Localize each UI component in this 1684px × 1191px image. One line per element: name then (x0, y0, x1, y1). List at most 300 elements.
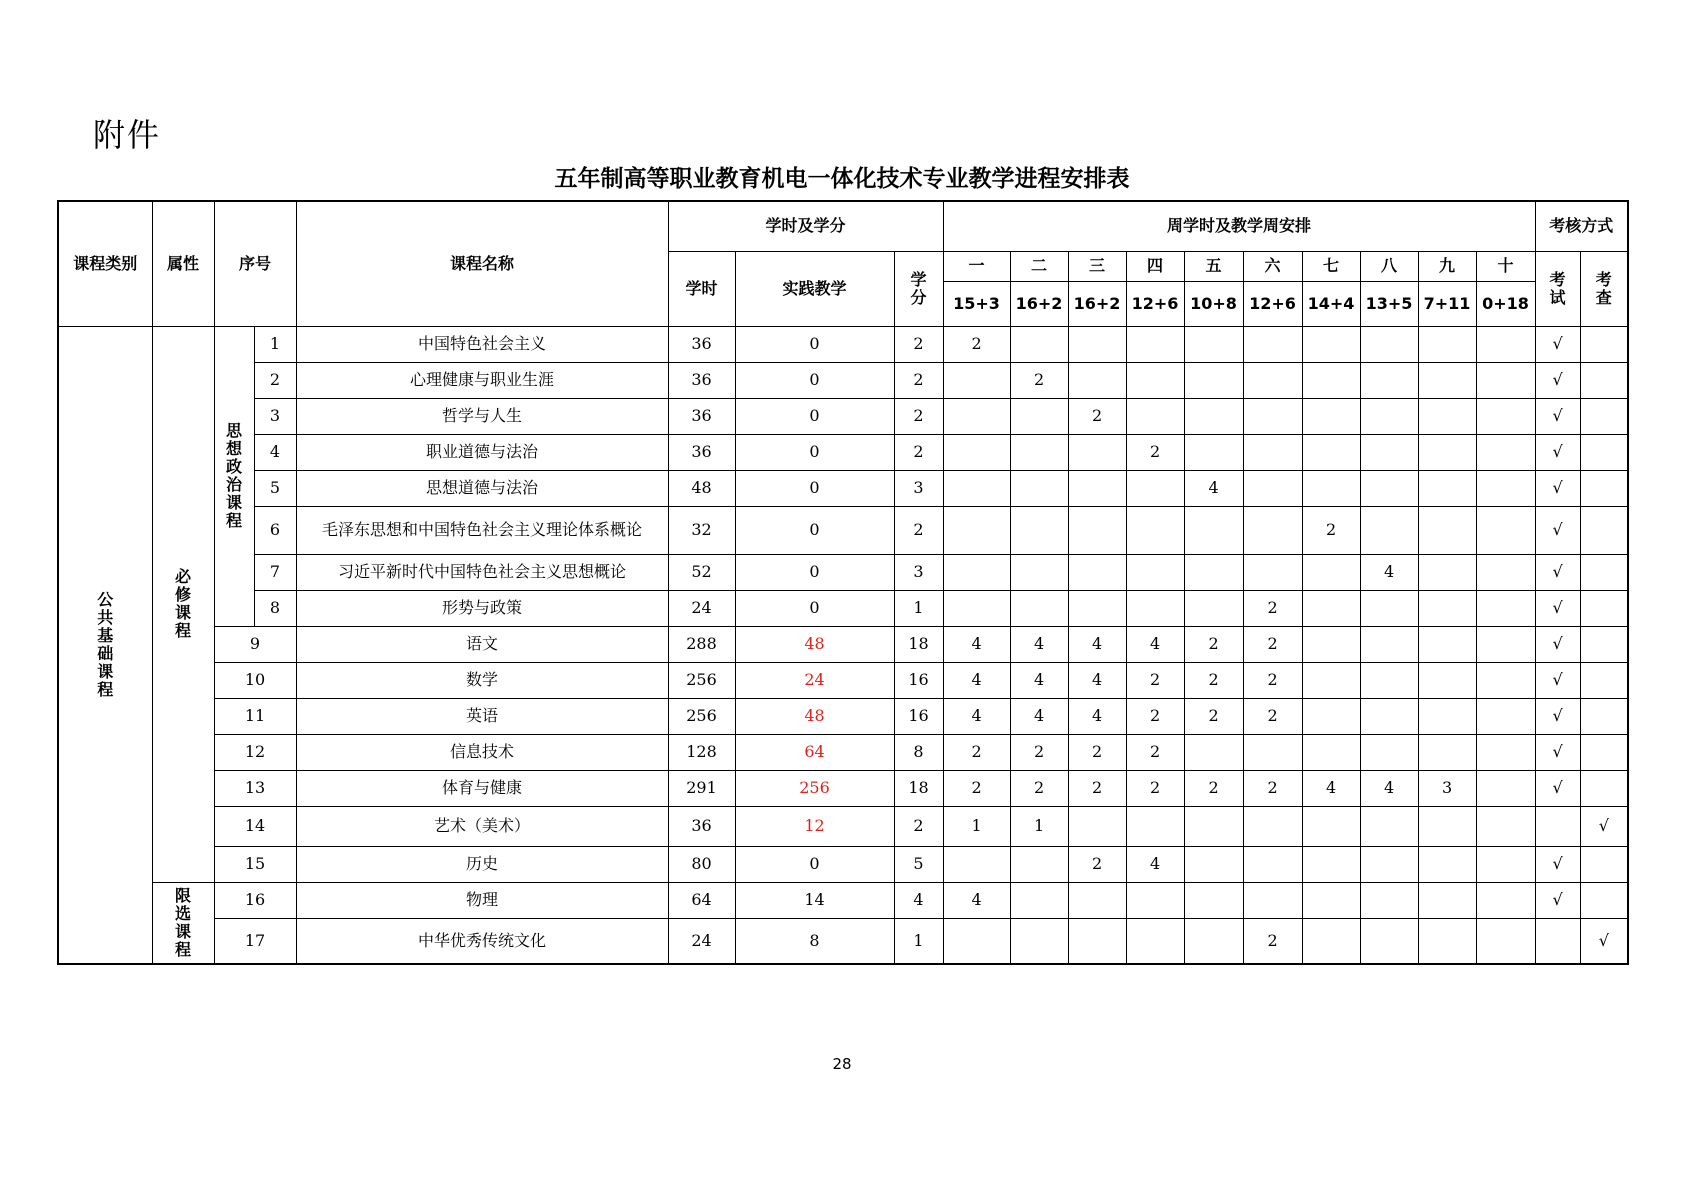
weekly-hours-cell (943, 362, 1010, 398)
weekly-hours-cell: 2 (1184, 770, 1243, 806)
weekly-hours-cell (943, 846, 1010, 882)
weekly-hours-cell: 4 (1126, 626, 1184, 662)
table-row (58, 590, 1628, 626)
weekly-hours-cell (1360, 506, 1418, 554)
credits-cell: 16 (894, 662, 943, 698)
weekly-hours-cell: 2 (1243, 662, 1302, 698)
table-row (58, 698, 1628, 734)
check-mark-cell (1580, 662, 1628, 698)
serial-cell: 9 (214, 626, 296, 662)
semester-header: 五 (1184, 251, 1243, 281)
check-mark-cell (1580, 362, 1628, 398)
hours-cell: 288 (668, 626, 735, 662)
weekly-hours-cell (1010, 326, 1068, 362)
practice-cell: 48 (735, 626, 894, 662)
weekly-hours-cell (1360, 734, 1418, 770)
weekly-hours-cell: 4 (1068, 626, 1126, 662)
weekly-hours-cell: 2 (1243, 590, 1302, 626)
ideology-group-cell: 思 想 政 治 课 程 (214, 326, 254, 626)
weekly-hours-cell (1184, 846, 1243, 882)
check-mark-cell (1580, 326, 1628, 362)
weekly-hours-cell: 2 (943, 734, 1010, 770)
credits-cell: 8 (894, 734, 943, 770)
exam-mark-cell: √ (1535, 506, 1580, 554)
practice-cell: 0 (735, 362, 894, 398)
weekly-hours-cell (1418, 590, 1476, 626)
weekly-hours-cell (1302, 662, 1360, 698)
practice-cell: 14 (735, 882, 894, 918)
weekly-hours-cell (1476, 506, 1535, 554)
weekly-hours-cell (1476, 326, 1535, 362)
weekly-hours-cell: 2 (1126, 734, 1184, 770)
check-mark-cell (1580, 398, 1628, 434)
weekly-hours-cell (1126, 326, 1184, 362)
weekly-hours-cell: 2 (1243, 770, 1302, 806)
weekly-hours-cell (1302, 590, 1360, 626)
header-credits: 学 分 (894, 251, 943, 326)
practice-cell: 64 (735, 734, 894, 770)
weekly-hours-cell (1476, 846, 1535, 882)
weekly-hours-cell (1302, 362, 1360, 398)
hours-cell: 36 (668, 326, 735, 362)
table-row (58, 918, 1628, 964)
practice-cell: 0 (735, 470, 894, 506)
practice-cell: 0 (735, 590, 894, 626)
check-mark-cell (1580, 590, 1628, 626)
course-name-cell: 体育与健康 (296, 770, 668, 806)
weekly-hours-cell (1360, 698, 1418, 734)
weekly-hours-cell (1418, 846, 1476, 882)
hours-cell: 36 (668, 362, 735, 398)
weekly-hours-cell (943, 918, 1010, 964)
weekly-hours-cell: 2 (1068, 398, 1126, 434)
weekly-hours-cell: 2 (1126, 698, 1184, 734)
serial-cell: 7 (254, 554, 296, 590)
weekly-hours-cell (943, 554, 1010, 590)
weekly-hours-cell (1418, 554, 1476, 590)
credits-cell: 18 (894, 626, 943, 662)
weekly-hours-cell (1302, 398, 1360, 434)
practice-cell: 0 (735, 326, 894, 362)
weekly-hours-cell: 4 (1010, 626, 1068, 662)
course-name-cell: 英语 (296, 698, 668, 734)
credits-cell: 3 (894, 554, 943, 590)
weekly-hours-cell: 4 (943, 626, 1010, 662)
table-row (58, 506, 1628, 554)
weekly-hours-cell (1360, 662, 1418, 698)
semester-header: 六 (1243, 251, 1302, 281)
weekly-hours-cell (1302, 846, 1360, 882)
weekly-hours-cell (1302, 326, 1360, 362)
weekly-hours-cell (1010, 434, 1068, 470)
weekly-hours-cell: 1 (943, 806, 1010, 846)
weekly-hours-cell (1243, 506, 1302, 554)
weekly-hours-cell (1302, 734, 1360, 770)
credits-cell: 2 (894, 362, 943, 398)
check-mark-cell (1580, 734, 1628, 770)
serial-cell: 10 (214, 662, 296, 698)
header-serial: 序号 (214, 201, 296, 326)
weekly-hours-cell (1068, 918, 1126, 964)
exam-mark-cell (1535, 806, 1580, 846)
weekly-hours-cell (1476, 470, 1535, 506)
weekly-hours-cell: 2 (1068, 770, 1126, 806)
weekly-hours-cell (1010, 882, 1068, 918)
weekly-hours-cell (1476, 918, 1535, 964)
credits-cell: 16 (894, 698, 943, 734)
hours-cell: 64 (668, 882, 735, 918)
weekly-hours-cell (1418, 882, 1476, 918)
week-arrangement: 16+2 (1010, 281, 1068, 326)
attachment-label: 附件 (93, 116, 162, 154)
weekly-hours-cell (1184, 882, 1243, 918)
header-practice: 实践教学 (735, 251, 894, 326)
weekly-hours-cell: 2 (1243, 918, 1302, 964)
weekly-hours-cell: 4 (1360, 770, 1418, 806)
semester-header: 八 (1360, 251, 1418, 281)
table-row (58, 806, 1628, 846)
check-mark-cell (1580, 506, 1628, 554)
check-mark-cell (1580, 434, 1628, 470)
weekly-hours-cell (1302, 698, 1360, 734)
course-name-cell: 哲学与人生 (296, 398, 668, 434)
table-row (58, 470, 1628, 506)
semester-header: 三 (1068, 251, 1126, 281)
weekly-hours-cell (1476, 698, 1535, 734)
weekly-hours-cell (943, 398, 1010, 434)
weekly-hours-cell (1126, 398, 1184, 434)
week-arrangement: 10+8 (1184, 281, 1243, 326)
credits-cell: 2 (894, 806, 943, 846)
weekly-hours-cell (1418, 470, 1476, 506)
week-arrangement: 12+6 (1243, 281, 1302, 326)
weekly-hours-cell (1068, 590, 1126, 626)
weekly-hours-cell: 2 (1068, 734, 1126, 770)
weekly-hours-cell (1476, 554, 1535, 590)
weekly-hours-cell (1126, 918, 1184, 964)
weekly-hours-cell: 2 (1068, 846, 1126, 882)
semester-header: 七 (1302, 251, 1360, 281)
weekly-hours-cell: 4 (1302, 770, 1360, 806)
hours-cell: 52 (668, 554, 735, 590)
weekly-hours-cell (1418, 326, 1476, 362)
semester-header: 一 (943, 251, 1010, 281)
check-mark-cell (1580, 846, 1628, 882)
weekly-hours-cell (1476, 398, 1535, 434)
header-course-name: 课程名称 (296, 201, 668, 326)
course-name-cell: 语文 (296, 626, 668, 662)
course-name-cell: 职业道德与法治 (296, 434, 668, 470)
serial-cell: 12 (214, 734, 296, 770)
weekly-hours-cell (1243, 398, 1302, 434)
weekly-hours-cell (1243, 326, 1302, 362)
weekly-hours-cell (1360, 470, 1418, 506)
weekly-hours-cell: 2 (1184, 626, 1243, 662)
serial-cell: 8 (254, 590, 296, 626)
table-row (58, 662, 1628, 698)
exam-mark-cell: √ (1535, 734, 1580, 770)
serial-cell: 16 (214, 882, 296, 918)
serial-cell: 14 (214, 806, 296, 846)
weekly-hours-cell (1243, 434, 1302, 470)
weekly-hours-cell (1360, 434, 1418, 470)
hours-cell: 24 (668, 590, 735, 626)
table-row (58, 882, 1628, 918)
exam-mark-cell: √ (1535, 846, 1580, 882)
header-check: 考 查 (1580, 251, 1628, 326)
weekly-hours-cell (1010, 918, 1068, 964)
header-category: 课程类别 (58, 201, 152, 326)
course-name-cell: 习近平新时代中国特色社会主义思想概论 (296, 554, 668, 590)
weekly-hours-cell (1360, 806, 1418, 846)
schedule-table (57, 200, 1629, 965)
weekly-hours-cell (1243, 362, 1302, 398)
practice-cell: 24 (735, 662, 894, 698)
practice-cell: 0 (735, 506, 894, 554)
weekly-hours-cell (1418, 506, 1476, 554)
weekly-hours-cell: 4 (1360, 554, 1418, 590)
credits-cell: 1 (894, 918, 943, 964)
week-arrangement: 0+18 (1476, 281, 1535, 326)
weekly-hours-cell: 2 (1010, 362, 1068, 398)
hours-cell: 48 (668, 470, 735, 506)
credits-cell: 4 (894, 882, 943, 918)
weekly-hours-cell (1360, 626, 1418, 662)
weekly-hours-cell (1418, 698, 1476, 734)
weekly-hours-cell: 2 (1243, 698, 1302, 734)
weekly-hours-cell: 4 (943, 698, 1010, 734)
table-row (58, 554, 1628, 590)
exam-mark-cell: √ (1535, 626, 1580, 662)
course-name-cell: 毛泽东思想和中国特色社会主义理论体系概论 (296, 506, 668, 554)
weekly-hours-cell: 2 (943, 326, 1010, 362)
weekly-hours-cell: 2 (1243, 626, 1302, 662)
serial-cell: 11 (214, 698, 296, 734)
hours-cell: 256 (668, 698, 735, 734)
weekly-hours-cell (1418, 806, 1476, 846)
credits-cell: 5 (894, 846, 943, 882)
weekly-hours-cell (1184, 918, 1243, 964)
table-row (58, 770, 1628, 806)
check-mark-cell (1580, 470, 1628, 506)
serial-cell: 15 (214, 846, 296, 882)
weekly-hours-cell: 2 (1010, 770, 1068, 806)
weekly-hours-cell (1360, 590, 1418, 626)
weekly-hours-cell (1302, 626, 1360, 662)
course-name-cell: 中国特色社会主义 (296, 326, 668, 362)
hours-cell: 24 (668, 918, 735, 964)
weekly-hours-cell (1418, 398, 1476, 434)
course-name-cell: 历史 (296, 846, 668, 882)
exam-mark-cell: √ (1535, 362, 1580, 398)
exam-mark-cell: √ (1535, 554, 1580, 590)
serial-cell: 4 (254, 434, 296, 470)
weekly-hours-cell (1126, 806, 1184, 846)
weekly-hours-cell (1010, 506, 1068, 554)
weekly-hours-cell (1184, 590, 1243, 626)
serial-cell: 2 (254, 362, 296, 398)
table-row (58, 434, 1628, 470)
credits-cell: 2 (894, 434, 943, 470)
weekly-hours-cell (1068, 434, 1126, 470)
weekly-hours-cell (1068, 362, 1126, 398)
course-name-cell: 形势与政策 (296, 590, 668, 626)
weekly-hours-cell: 4 (943, 882, 1010, 918)
header-exam: 考 试 (1535, 251, 1580, 326)
weekly-hours-cell: 4 (1010, 662, 1068, 698)
weekly-hours-cell: 4 (943, 662, 1010, 698)
weekly-hours-cell (1476, 662, 1535, 698)
weekly-hours-cell: 3 (1418, 770, 1476, 806)
check-mark-cell (1580, 698, 1628, 734)
weekly-hours-cell (1068, 470, 1126, 506)
weekly-hours-cell (1126, 554, 1184, 590)
weekly-hours-cell (1418, 362, 1476, 398)
weekly-hours-cell (1243, 470, 1302, 506)
practice-cell: 0 (735, 554, 894, 590)
weekly-hours-cell (1243, 882, 1302, 918)
weekly-hours-cell (1068, 882, 1126, 918)
weekly-hours-cell (1476, 434, 1535, 470)
course-name-cell: 数学 (296, 662, 668, 698)
weekly-hours-cell (1184, 362, 1243, 398)
weekly-hours-cell (1068, 554, 1126, 590)
weekly-hours-cell: 2 (1126, 770, 1184, 806)
weekly-hours-cell (1302, 470, 1360, 506)
weekly-hours-cell: 4 (1068, 698, 1126, 734)
weekly-hours-cell (1068, 326, 1126, 362)
header-weekly: 周学时及教学周安排 (943, 201, 1535, 251)
weekly-hours-cell: 4 (1184, 470, 1243, 506)
weekly-hours-cell (1243, 846, 1302, 882)
page-number: 28 (832, 1055, 852, 1073)
weekly-hours-cell (1476, 806, 1535, 846)
weekly-hours-cell (1068, 506, 1126, 554)
weekly-hours-cell (1184, 554, 1243, 590)
check-mark-cell (1580, 626, 1628, 662)
hours-cell: 32 (668, 506, 735, 554)
category-cell: 公 共 基 础 课 程 (58, 326, 152, 964)
weekly-hours-cell (1418, 734, 1476, 770)
weekly-hours-cell (943, 506, 1010, 554)
credits-cell: 2 (894, 506, 943, 554)
weekly-hours-cell (1360, 882, 1418, 918)
weekly-hours-cell (1360, 918, 1418, 964)
weekly-hours-cell (1360, 362, 1418, 398)
weekly-hours-cell: 2 (1302, 506, 1360, 554)
credits-cell: 18 (894, 770, 943, 806)
weekly-hours-cell (1010, 554, 1068, 590)
semester-header: 九 (1418, 251, 1476, 281)
week-arrangement: 13+5 (1360, 281, 1418, 326)
weekly-hours-cell: 2 (1184, 698, 1243, 734)
semester-header: 二 (1010, 251, 1068, 281)
course-name-cell: 中华优秀传统文化 (296, 918, 668, 964)
check-mark-cell (1580, 554, 1628, 590)
weekly-hours-cell (1184, 734, 1243, 770)
table-row (58, 846, 1628, 882)
serial-cell: 3 (254, 398, 296, 434)
weekly-hours-cell (1010, 846, 1068, 882)
exam-mark-cell: √ (1535, 590, 1580, 626)
weekly-hours-cell (1302, 882, 1360, 918)
weekly-hours-cell: 2 (1184, 662, 1243, 698)
exam-mark-cell: √ (1535, 326, 1580, 362)
header-assessment: 考核方式 (1535, 201, 1628, 251)
table-row (58, 362, 1628, 398)
hours-cell: 36 (668, 434, 735, 470)
weekly-hours-cell (1302, 434, 1360, 470)
hours-cell: 128 (668, 734, 735, 770)
weekly-hours-cell (1418, 662, 1476, 698)
table-row (58, 398, 1628, 434)
serial-cell: 13 (214, 770, 296, 806)
credits-cell: 1 (894, 590, 943, 626)
weekly-hours-cell (1010, 590, 1068, 626)
check-mark-cell (1580, 882, 1628, 918)
credits-cell: 3 (894, 470, 943, 506)
weekly-hours-cell (1476, 362, 1535, 398)
serial-cell: 1 (254, 326, 296, 362)
hours-cell: 36 (668, 398, 735, 434)
exam-mark-cell: √ (1535, 698, 1580, 734)
weekly-hours-cell (1360, 398, 1418, 434)
weekly-hours-cell (1243, 806, 1302, 846)
weekly-hours-cell (1476, 590, 1535, 626)
check-mark-cell (1580, 770, 1628, 806)
hours-cell: 291 (668, 770, 735, 806)
weekly-hours-cell: 2 (1126, 434, 1184, 470)
weekly-hours-cell: 4 (1126, 846, 1184, 882)
exam-mark-cell: √ (1535, 770, 1580, 806)
course-name-cell: 物理 (296, 882, 668, 918)
table-row (58, 326, 1628, 362)
course-name-cell: 艺术（美术） (296, 806, 668, 846)
week-arrangement: 7+11 (1418, 281, 1476, 326)
weekly-hours-cell (1184, 398, 1243, 434)
weekly-hours-cell: 2 (1010, 734, 1068, 770)
hours-cell: 256 (668, 662, 735, 698)
weekly-hours-cell (1360, 326, 1418, 362)
serial-cell: 5 (254, 470, 296, 506)
weekly-hours-cell (1418, 434, 1476, 470)
weekly-hours-cell (1302, 554, 1360, 590)
exam-mark-cell: √ (1535, 434, 1580, 470)
exam-mark-cell: √ (1535, 662, 1580, 698)
check-mark-cell: √ (1580, 806, 1628, 846)
weekly-hours-cell (1184, 434, 1243, 470)
weekly-hours-cell (1243, 554, 1302, 590)
weekly-hours-cell (1476, 882, 1535, 918)
weekly-hours-cell (1126, 882, 1184, 918)
practice-cell: 0 (735, 846, 894, 882)
weekly-hours-cell (1010, 398, 1068, 434)
practice-cell: 48 (735, 698, 894, 734)
practice-cell: 256 (735, 770, 894, 806)
week-arrangement: 12+6 (1126, 281, 1184, 326)
course-name-cell: 心理健康与职业生涯 (296, 362, 668, 398)
serial-cell: 17 (214, 918, 296, 964)
exam-mark-cell: √ (1535, 882, 1580, 918)
course-name-cell: 思想道德与法治 (296, 470, 668, 506)
weekly-hours-cell (943, 434, 1010, 470)
weekly-hours-cell (1126, 590, 1184, 626)
exam-mark-cell: √ (1535, 470, 1580, 506)
week-arrangement: 16+2 (1068, 281, 1126, 326)
table-row (58, 626, 1628, 662)
weekly-hours-cell (943, 470, 1010, 506)
exam-mark-cell (1535, 918, 1580, 964)
